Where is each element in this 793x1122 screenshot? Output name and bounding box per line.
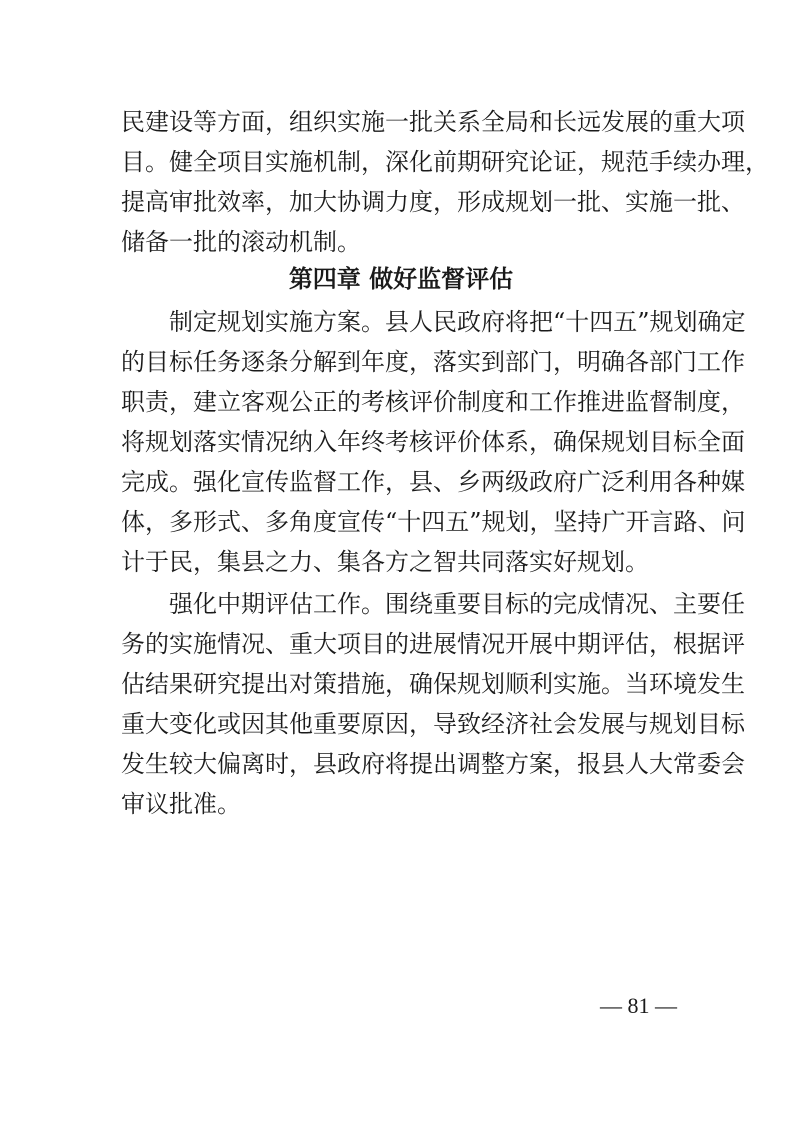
text-line: 计于民，集县之力、集各方之智共同落实好规划。 [121,548,649,576]
text-line: 完成。强化宣传监督工作，县、乡两级政府广泛利用各种媒 [121,468,745,496]
text-line: 强化中期评估工作。围绕重要目标的完成情况、主要任 [169,590,745,618]
text-line: 体，多形式、多角度宣传“十四五”规划，坚持广开言路、问 [121,508,746,536]
text-line: 民建设等方面，组织实施一批关系全局和长远发展的重大项 [121,108,745,136]
text-line: 制定规划实施方案。县人民政府将把“十四五”规划确定 [169,308,746,336]
text-line: 提高审批效率，加大协调力度，形成规划一批、实施一批、 [121,188,745,216]
text-line: 估结果研究提出对策措施，确保规划顺利实施。当环境发生 [121,670,745,698]
text-line: 职责，建立客观公正的考核评价制度和工作推进监督制度， [121,388,745,416]
text-line: 务的实施情况、重大项目的进展情况开展中期评估，根据评 [121,630,745,658]
chapter-title: 第四章 做好监督评估 [288,264,514,293]
text-line: 的目标任务逐条分解到年度，落实到部门，明确各部门工作 [121,348,745,376]
text-line: 重大变化或因其他重要原因，导致经济社会发展与规划目标 [121,710,745,738]
text-line: 目。健全项目实施机制，深化前期研究论证，规范手续办理， [121,148,769,176]
text-line: 审议批准。 [121,790,241,818]
text-line: 储备一批的滚动机制。 [121,228,361,256]
text-line: 发生较大偏离时，县政府将提出调整方案，报县人大常委会 [121,750,745,778]
text-line: 将规划落实情况纳入年终考核评价体系，确保规划目标全面 [121,428,745,456]
page-number: — 81 — [600,993,677,1018]
